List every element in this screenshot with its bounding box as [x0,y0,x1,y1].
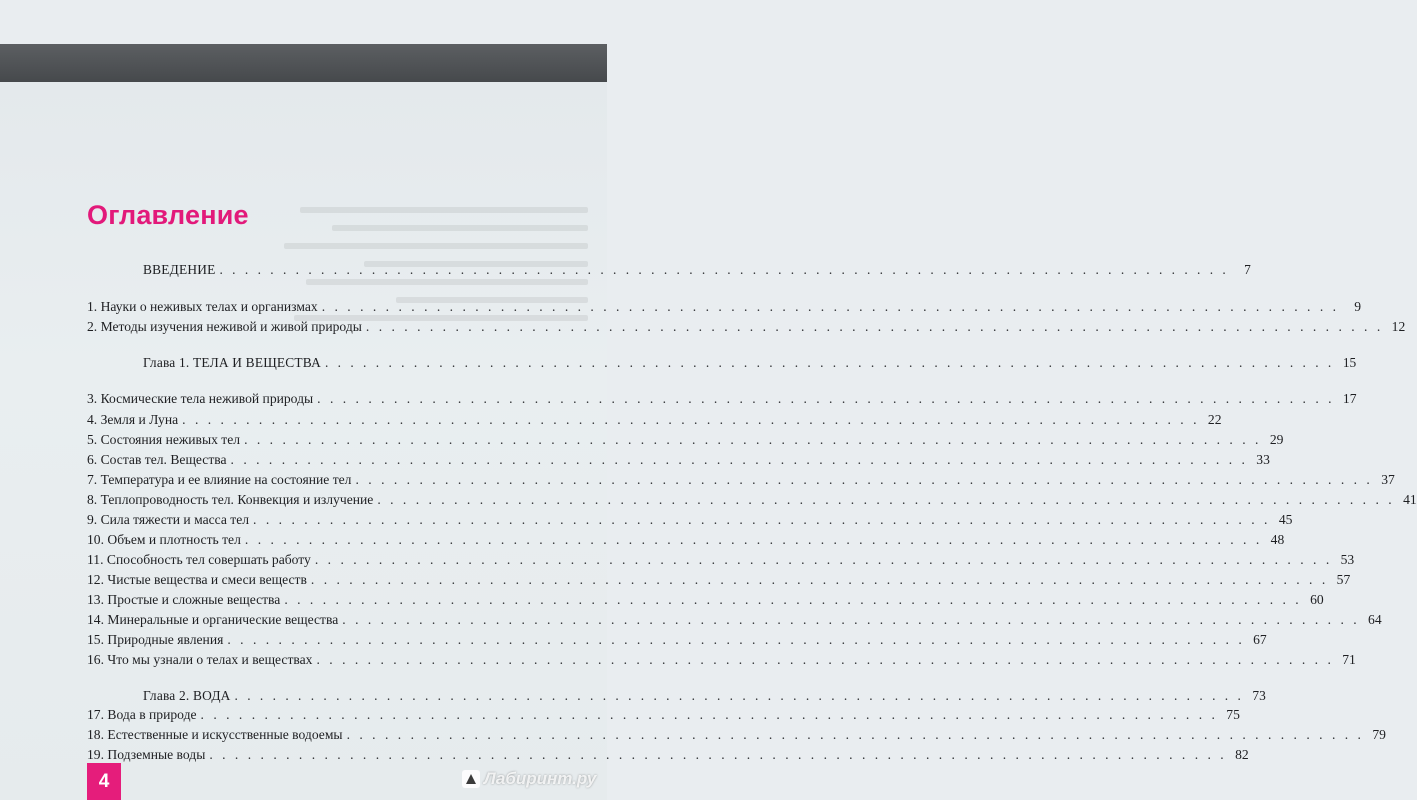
toc-entry-title: 17. Вода в природе [87,707,197,722]
dot-leader: . . . . . . . . . . . . . . . . . . . . . . . . . . . . . . . . . . . . . . . . . . . . . . . . . . . . . . . . . . . . . . . . . . . . . . . . . . . . . . . . [244,432,1262,447]
toc-entry-title: 4. Земля и Луна [87,412,179,427]
toc-item-row [87,450,1270,470]
dot-leader: . . . . . . . . . . . . . . . . . . . . . . . . . . . . . . . . . . . . . . . . . . . . . . . . . . . . . . . . . . . . . . . . . . . . . . . . . . . . . . . . [342,612,1360,627]
toc-page-number: 12 [1391,319,1406,334]
toc-chapter-row [87,353,1357,373]
toc-entry-title: 3. Космические тела неживой природы [87,391,314,406]
toc-entry-title: 7. Температура и ее влияние на состояние тел [87,472,352,487]
toc-entry-title: 16. Что мы узнали о телах и веществах [87,652,313,667]
dot-leader: . . . . . . . . . . . . . . . . . . . . . . . . . . . . . . . . . . . . . . . . . . . . . . . . . . . . . . . . . . . . . . . . . . . . . . . . . . . . . . . . [234,688,1244,703]
dot-leader: . . . . . . . . . . . . . . . . . . . . . . . . . . . . . . . . . . . . . . . . . . . . . . . . . . . . . . . . . . . . . . . . . . . . . . . . . . . . . . . . [284,592,1302,607]
dot-leader: . . . . . . . . . . . . . . . . . . . . . . . . . . . . . . . . . . . . . . . . . . . . . . . . . . . . . . . . . . . . . . . . . . . . . . . . . . . . . . . . [230,452,1248,467]
toc-page-number: 57 [1336,572,1351,587]
dot-leader: . . . . . . . . . . . . . . . . . . . . . . . . . . . . . . . . . . . . . . . . . . . . . . . . . . . . . . . . . . . . . . . . . . . . . . . . . . . . . . . . [310,572,1329,587]
toc-entry-title: 12. Чистые вещества и смеси веществ [87,572,307,587]
dot-leader: . . . . . . . . . . . . . . . . . . . . . . . . . . . . . . . . . . . . . . . . . . . . . . . . . . . . . . . . . . . . . . . . . . . . . . . . . . . . . . . . [244,532,1263,547]
toc-page-number: 29 [1269,432,1284,447]
toc-page-number: 33 [1256,452,1270,467]
toc-item-row [87,297,1362,317]
toc-entry-title: 15. Природные явления [87,632,224,647]
toc-chapter-row [87,260,1251,280]
toc-entry-title: ВВЕДЕНИЕ [143,262,216,277]
toc-page-number: 45 [1278,512,1293,527]
toc-entry-title: 19. Подземные воды [87,747,206,762]
toc-page-number: 17 [1342,391,1357,406]
toc-item-row [87,510,1293,530]
toc-item-row [87,705,1240,725]
toc-entry-title: 11. Способность тел совершать работу [87,552,311,567]
toc-item-row [87,317,1406,337]
toc-entry-title: Глава 1. ТЕЛА И ВЕЩЕСТВА [143,355,321,370]
toc-item-row [87,745,1249,765]
toc-page-number: 37 [1381,472,1395,487]
toc-item-row [87,650,1356,670]
watermark [462,768,596,790]
toc-page-number: 64 [1368,612,1382,627]
toc-item-row [87,590,1324,610]
toc-entry-title: 6. Состав тел. Вещества [87,452,227,467]
toc-entry-title: 8. Теплопроводность тел. Конвекция и излучение [87,492,374,507]
toc-page-number: 67 [1253,632,1267,647]
dot-leader: . . . . . . . . . . . . . . . . . . . . . . . . . . . . . . . . . . . . . . . . . . . . . . . . . . . . . . . . . . . . . . . . . . . . . . . . . . . . . . . . [377,492,1395,507]
page-number-badge: 4 [87,763,121,800]
toc-chapter-row [87,686,1266,706]
dot-leader: . . . . . . . . . . . . . . . . . . . . . . . . . . . . . . . . . . . . . . . . . . . . . . . . . . . . . . . . . . . . . . . . . . . . . . . . . . . . . . . . [321,299,1340,314]
toc-item-row [87,389,1357,409]
toc-entry-title: 13. Простые и сложные вещества [87,592,281,607]
toc-item-row [87,550,1355,570]
toc-page-number: 7 [1244,262,1251,277]
toc-page-number: 60 [1310,592,1324,607]
toc-page-number: 15 [1342,355,1357,370]
toc-page-number: 48 [1270,532,1285,547]
toc-item-row [87,610,1382,630]
toc-item-row [87,490,1417,510]
toc-entry-title: 14. Минеральные и органические вещества [87,612,339,627]
toc-page-number: 75 [1226,707,1240,722]
toc-page-number: 73 [1252,688,1266,703]
toc-entry-title: Глава 2. ВОДА [143,688,231,703]
toc-page-number: 82 [1235,747,1249,762]
toc-entry-title: 10. Объем и плотность тел [87,532,241,547]
labirint-logo-icon [462,770,480,788]
toc-entry-title: 5. Состояния неживых тел [87,432,241,447]
toc-page-number: 22 [1207,412,1222,427]
dot-leader: . . . . . . . . . . . . . . . . . . . . . . . . . . . . . . . . . . . . . . . . . . . . . . . . . . . . . . . . . . . . . . . . . . . . . . . . . . . . . . . . [355,472,1373,487]
dot-leader: . . . . . . . . . . . . . . . . . . . . . . . . . . . . . . . . . . . . . . . . . . . . . . . . . . . . . . . . . . . . . . . . . . . . . . . . . . . . . . . . [182,412,1200,427]
toc-entry-title: 2. Методы изучения неживой и живой природы [87,319,362,334]
toc-page-number: 41 [1403,492,1417,507]
dot-leader: . . . . . . . . . . . . . . . . . . . . . . . . . . . . . . . . . . . . . . . . . . . . . . . . . . . . . . . . . . . . . . . . . . . . . . . . . . . . . . . . [317,391,1335,406]
dot-leader: . . . . . . . . . . . . . . . . . . . . . . . . . . . . . . . . . . . . . . . . . . . . . . . . . . . . . . . . . . . . . . . . . . . . . . . . . . . . . . . . [209,747,1227,762]
dot-leader: . . . . . . . . . . . . . . . . . . . . . . . . . . . . . . . . . . . . . . . . . . . . . . . . . . . . . . . . . . . . . . . . . . . . . . . . . . . . . . . . [219,262,1229,277]
dot-leader: . . . . . . . . . . . . . . . . . . . . . . . . . . . . . . . . . . . . . . . . . . . . . . . . . . . . . . . . . . . . . . . . . . . . . . . . . . . . . . . . [324,355,1335,370]
toc-entry-title: 1. Науки о неживых телах и организмах [87,299,318,314]
toc-item-row [87,430,1284,450]
dot-leader: . . . . . . . . . . . . . . . . . . . . . . . . . . . . . . . . . . . . . . . . . . . . . . . . . . . . . . . . . . . . . . . . . . . . . . . . . . . . . . . . [316,652,1334,667]
toc-page-number: 9 [1354,299,1362,314]
toc-item-row [87,630,1267,650]
dot-leader: . . . . . . . . . . . . . . . . . . . . . . . . . . . . . . . . . . . . . . . . . . . . . . . . . . . . . . . . . . . . . . . . . . . . . . . . . . . . . . . . [314,552,1333,567]
page-title: Оглавление [87,200,249,230]
toc-item-row [87,530,1285,550]
watermark-text: Лабиринт.ру [484,769,597,788]
dot-leader: . . . . . . . . . . . . . . . . . . . . . . . . . . . . . . . . . . . . . . . . . . . . . . . . . . . . . . . . . . . . . . . . . . . . . . . . . . . . . . . . [346,727,1364,742]
dot-leader: . . . . . . . . . . . . . . . . . . . . . . . . . . . . . . . . . . . . . . . . . . . . . . . . . . . . . . . . . . . . . . . . . . . . . . . . . . . . . . . . [227,632,1245,647]
dot-leader: . . . . . . . . . . . . . . . . . . . . . . . . . . . . . . . . . . . . . . . . . . . . . . . . . . . . . . . . . . . . . . . . . . . . . . . . . . . . . . . . [253,512,1271,527]
dot-leader: . . . . . . . . . . . . . . . . . . . . . . . . . . . . . . . . . . . . . . . . . . . . . . . . . . . . . . . . . . . . . . . . . . . . . . . . . . . . . . . . [200,707,1218,722]
toc-item-row [87,470,1395,490]
toc-item-row [87,570,1351,590]
toc-entry-title: 9. Сила тяжести и масса тел [87,512,250,527]
toc-page-number: 71 [1342,652,1356,667]
toc-page-number: 53 [1340,552,1355,567]
toc-entry-title: 18. Естественные и искусственные водоемы [87,727,343,742]
toc-page-number: 79 [1372,727,1386,742]
toc-item-row [87,410,1222,430]
toc-item-row [87,725,1386,745]
dot-leader: . . . . . . . . . . . . . . . . . . . . . . . . . . . . . . . . . . . . . . . . . . . . . . . . . . . . . . . . . . . . . . . . . . . . . . . . . . . . . . . . [365,319,1384,334]
